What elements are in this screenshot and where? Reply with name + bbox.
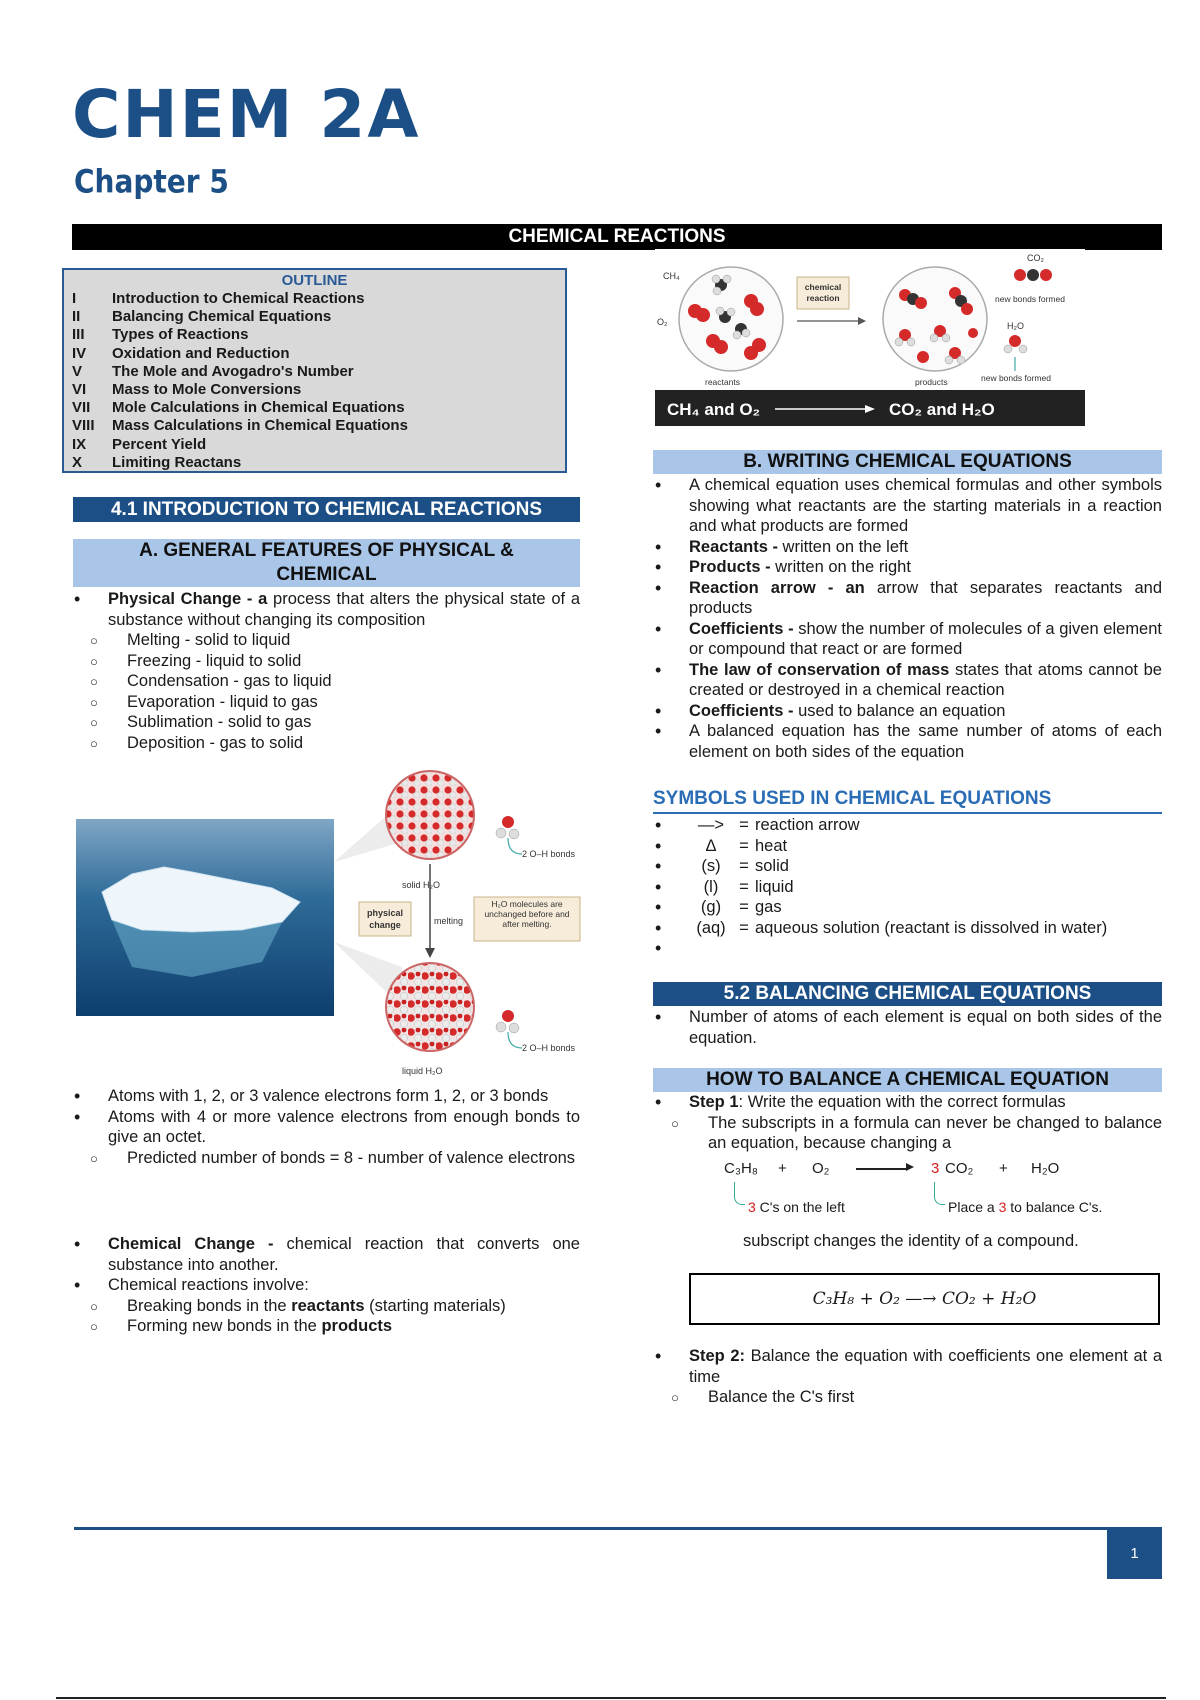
list-item: [653, 721, 1162, 762]
symbol-meaning: aqueous solution (reactant is dissolved in water): [755, 918, 1108, 937]
involve-bold: products: [321, 1317, 393, 1335]
symbol-row-content: [689, 897, 1162, 918]
list-item: [72, 1316, 580, 1337]
involve-pre: Forming new bonds in the: [127, 1317, 322, 1335]
physical-change-tag: physical: [366, 908, 404, 918]
symbol-symbol: • (l): [703, 877, 719, 896]
outline-item-number: I: [72, 290, 77, 307]
outline-box: [62, 268, 567, 473]
list-item: [653, 701, 1162, 722]
list-item-text: Atoms with 4 or more valence electrons from enough bonds to give an octet.: [108, 1107, 580, 1146]
callout-right-num: 3: [998, 1199, 1007, 1215]
list-item: [653, 1346, 1162, 1408]
symbol-row-content: [689, 918, 1162, 939]
list-item-text: written on the right: [770, 558, 911, 576]
list-item-text: states that atoms cannot be created or destroyed in a chemical reaction: [689, 660, 1162, 699]
list-item: [72, 1275, 580, 1337]
chemical-reaction-tag: chemical: [804, 282, 842, 292]
physical-examples-list: [72, 630, 580, 753]
list-item: ○ Freezing - liquid to solid: [72, 651, 580, 672]
step2-text: Balance the equation with coefficients one element at a time: [689, 1347, 1162, 1386]
section-4-1-heading: 4.1 INTRODUCTION TO CHEMICAL REACTIONS: [73, 497, 580, 522]
list-item: [72, 1234, 580, 1275]
bottom-rule: [56, 1697, 1166, 1699]
symbol-meaning: liquid: [755, 877, 794, 896]
outline-item: [64, 363, 565, 381]
outline-heading: OUTLINE: [281, 272, 348, 289]
list-item: • Number of atoms of each element is equal on both sides of the equation.: [653, 1007, 1162, 1048]
symbol-row: [653, 938, 1162, 959]
ch4-label: CH₄: [663, 271, 680, 281]
symbol-meaning: heat: [755, 836, 788, 855]
outline-item-label: Percent Yield: [112, 435, 207, 453]
symbols-block: [653, 815, 1162, 959]
caption-right: CO₂ and H₂O: [889, 400, 995, 419]
how-to-balance-heading: HOW TO BALANCE A CHEMICAL EQUATION: [653, 1068, 1162, 1092]
list-item-term: Reaction arrow - an: [689, 578, 865, 597]
outline-item: [64, 381, 565, 399]
step1-label: Step 1: [689, 1093, 739, 1111]
symbol-row: [653, 815, 1162, 836]
general-features-heading: A. GENERAL FEATURES OF PHYSICAL & CHEMICAL: [73, 539, 580, 587]
step2-label: Step 2:: [689, 1347, 746, 1365]
outline-item-number: III: [72, 326, 85, 344]
outline-item-label: Mass Calculations in Chemical Equations: [112, 417, 408, 435]
products-label: products: [915, 377, 948, 387]
outline-item-number: VII: [72, 399, 91, 417]
callout-left: [748, 1199, 845, 1215]
symbol-symbol: • —>: [697, 816, 725, 834]
svg-text:reaction: reaction: [806, 293, 840, 303]
symbol-symbol: • Δ: [705, 836, 717, 855]
outline-item: [64, 399, 565, 417]
chemical-change-text: chemical reaction that converts one substance into another.: [108, 1235, 580, 1274]
outline-item: [64, 308, 565, 326]
symbol-row: [653, 877, 1162, 898]
combustion-figure: [655, 249, 1085, 426]
outline-item: [64, 290, 565, 308]
section-5-2-block: [653, 1007, 1162, 1048]
list-item: ○ Predicted number of bonds = 8 - number of valence electrons: [72, 1148, 580, 1169]
section-5-2-heading: 5.2 BALANCING CHEMICAL EQUATIONS: [653, 982, 1162, 1006]
eq-h2o: H₂O: [1031, 1160, 1060, 1177]
list-item: [653, 537, 1162, 558]
physical-change-block: [72, 589, 580, 753]
symbol-row: [653, 897, 1162, 918]
outline-item-label: Types of Reactions: [112, 326, 249, 344]
eq-plus: +: [778, 1160, 787, 1177]
outline-item-label: Limiting Reactans: [112, 453, 242, 471]
symbols-heading: SYMBOLS USED IN CHEMICAL EQUATIONS: [653, 788, 1162, 814]
physical-change-text: process that alters the physical state of a substance without changing its composition: [108, 590, 580, 629]
melting-label: melting: [434, 916, 464, 926]
list-item-text: show the number of molecules of a given element or compound that react or are formed: [689, 619, 1162, 658]
outline-item-number: IX: [72, 435, 87, 453]
course-title: CHEM 2A: [72, 76, 421, 153]
outline-item-label: Mole Calculations in Chemical Equations: [112, 399, 405, 417]
symbol-row-content: [689, 856, 1162, 877]
outline-item-number: VI: [72, 381, 87, 399]
solid-water-label: solid H₂O: [402, 880, 441, 890]
symbol-row-content: [689, 877, 1162, 898]
symbol-row: [653, 856, 1162, 877]
callout-right: [948, 1199, 1102, 1215]
list-item: ○ Deposition - gas to solid: [72, 733, 580, 754]
step1-block: [653, 1092, 1162, 1154]
symbol-equals: =: [739, 836, 749, 855]
symbol-symbol: • (aq): [696, 918, 726, 937]
reactants-label: reactants: [705, 377, 740, 387]
liquid-water-magnified: [386, 963, 474, 1051]
step1-continued: subscript changes the identity of a compound.: [743, 1232, 1079, 1250]
callout-right-pre: Place a: [948, 1199, 999, 1215]
list-item-term: Coefficients -: [689, 619, 794, 638]
new-bonds-label-top: new bonds formed: [995, 294, 1065, 304]
balancing-example: [724, 1160, 1144, 1220]
list-item-text: A chemical equation uses chemical formulas and other symbols showing what reactants are the starting materials in a reaction and what products are formed: [689, 476, 1162, 535]
outline-item-label: Oxidation and Reduction: [112, 344, 290, 362]
callout-left-line: [734, 1182, 745, 1205]
chapter-label: Chapter 5: [74, 162, 229, 201]
symbol-equals: =: [739, 857, 749, 875]
involve-pre: Breaking bonds in the: [127, 1296, 292, 1315]
symbol-row: [653, 836, 1162, 857]
outline-item-number: IV: [72, 344, 87, 362]
bonds-block: [72, 1086, 580, 1168]
callout-right-post: to balance C's.: [1006, 1199, 1103, 1215]
new-bonds-label-bottom: new bonds formed: [981, 373, 1051, 383]
outline-item-number: X: [72, 453, 83, 471]
outline-item-number: V: [72, 362, 83, 380]
symbol-row: [653, 918, 1162, 939]
list-item-text: written on the left: [777, 537, 909, 556]
list-item: ○ Sublimation - solid to gas: [72, 712, 580, 733]
chemical-change-term: Chemical Change -: [108, 1235, 274, 1253]
reactants-circle: [679, 267, 783, 371]
outline-item-label: The Mole and Avogadro's Number: [112, 362, 354, 380]
symbol-symbol: • (g): [700, 898, 722, 916]
melting-figure: [72, 762, 592, 1082]
chemical-reactions-banner: CHEMICAL REACTIONS: [72, 224, 1162, 250]
list-item: ○ Evaporation - liquid to gas: [72, 692, 580, 713]
involve-bold: reactants: [291, 1296, 365, 1315]
outline-item-label: Mass to Mole Conversions: [112, 381, 302, 399]
eq-c3h8: C₃H₈: [724, 1160, 758, 1177]
symbol-meaning: solid: [755, 857, 789, 875]
chemical-change-block: [72, 1234, 580, 1337]
eq-coefficient: 3: [931, 1160, 940, 1177]
list-item-term: Coefficients -: [689, 701, 794, 720]
involve-text: Chemical reactions involve:: [108, 1276, 309, 1294]
step1-text: : Write the equation with the correct formulas: [738, 1093, 1066, 1111]
list-item: [653, 557, 1162, 578]
list-item: [72, 1107, 580, 1169]
co2-label: CO₂: [1027, 253, 1044, 263]
writing-equations-heading: B. WRITING CHEMICAL EQUATIONS: [653, 450, 1162, 474]
eq-arrow: [856, 1168, 908, 1170]
list-item-term: Products -: [689, 558, 771, 576]
list-item-term: The law of conservation of mass: [689, 660, 950, 679]
symbol-row-content: [689, 815, 1162, 836]
list-item: ○ The subscripts in a formula can never be changed to balance an equation, because changing a: [653, 1113, 1162, 1154]
outline-list: [64, 290, 565, 472]
products-circle: [883, 267, 987, 371]
symbol-meaning: reaction arrow: [755, 816, 860, 834]
list-item: [653, 619, 1162, 660]
symbol-row-content: [689, 938, 1162, 959]
involve-post: (starting materials): [364, 1296, 506, 1315]
outline-item-label: Balancing Chemical Equations: [112, 308, 332, 326]
writing-equations-block: [653, 475, 1162, 762]
list-item: [653, 1092, 1162, 1154]
symbol-equals: =: [739, 877, 749, 896]
callout-right-line: [934, 1182, 945, 1205]
outline-item-label: Introduction to Chemical Reactions: [112, 290, 365, 307]
list-item: [72, 589, 580, 753]
outline-item-number: II: [72, 308, 81, 326]
footer-rule: [74, 1527, 1162, 1530]
outline-item: [64, 454, 565, 472]
bonds-label-bottom: 2 O–H bonds: [522, 1043, 576, 1053]
outline-item-number: VIII: [72, 417, 95, 435]
o2-label: O₂: [657, 317, 668, 327]
symbol-equals: =: [739, 816, 749, 834]
list-item: [653, 578, 1162, 619]
step2-block: [653, 1346, 1162, 1408]
eq-arrow-head: [906, 1163, 914, 1171]
list-item: ○ Condensation - gas to liquid: [72, 671, 580, 692]
list-item: [653, 660, 1162, 701]
unbalanced-equation-box: C₃H₈ + O₂ —→ CO₂ + H₂O: [689, 1273, 1160, 1325]
list-item: [653, 475, 1162, 537]
list-item: • Atoms with 1, 2, or 3 valence electrons form 1, 2, or 3 bonds: [72, 1086, 580, 1107]
h2o-label: H₂O: [1007, 321, 1024, 331]
physical-change-lead: a: [252, 590, 268, 608]
bonds-label-top: 2 O–H bonds: [522, 849, 576, 859]
outline-item: [64, 326, 565, 344]
symbol-equals: =: [739, 918, 749, 937]
list-item: [72, 1296, 580, 1317]
outline-item: [64, 436, 565, 454]
page-number: 1: [1107, 1528, 1162, 1579]
eq-co2: CO₂: [945, 1160, 974, 1177]
list-item: ○ Balance the C's first: [653, 1387, 1162, 1408]
callout-left-text: C's on the left: [755, 1199, 845, 1215]
eq-o2: O₂: [812, 1160, 830, 1177]
eq-plus-2: +: [999, 1160, 1008, 1177]
list-item-text: arrow that separates reactants and products: [689, 578, 1162, 617]
liquid-water-label: liquid H₂O: [402, 1066, 443, 1076]
melting-note: H₂O molecules are unchanged before and after melting.: [484, 899, 570, 929]
list-item-text: A balanced equation has the same number of atoms of each element on both sides of the equation: [689, 722, 1162, 761]
symbol-row-content: [689, 836, 1162, 857]
callout-left-num: 3: [748, 1199, 756, 1215]
list-item-term: Reactants -: [689, 537, 778, 556]
svg-text:change: change: [369, 920, 401, 930]
outline-item: [64, 417, 565, 435]
solid-water-magnified: [386, 771, 474, 859]
outline-item: [64, 345, 565, 363]
caption-left: CH₄ and O₂: [667, 400, 761, 419]
symbol-equals: =: [739, 898, 749, 916]
symbol-symbol: • (s): [701, 857, 721, 875]
symbol-meaning: gas: [755, 898, 782, 916]
list-item-text: used to balance an equation: [793, 701, 1006, 720]
list-item: ○ Melting - solid to liquid: [72, 630, 580, 651]
physical-change-term: Physical Change -: [108, 590, 253, 608]
